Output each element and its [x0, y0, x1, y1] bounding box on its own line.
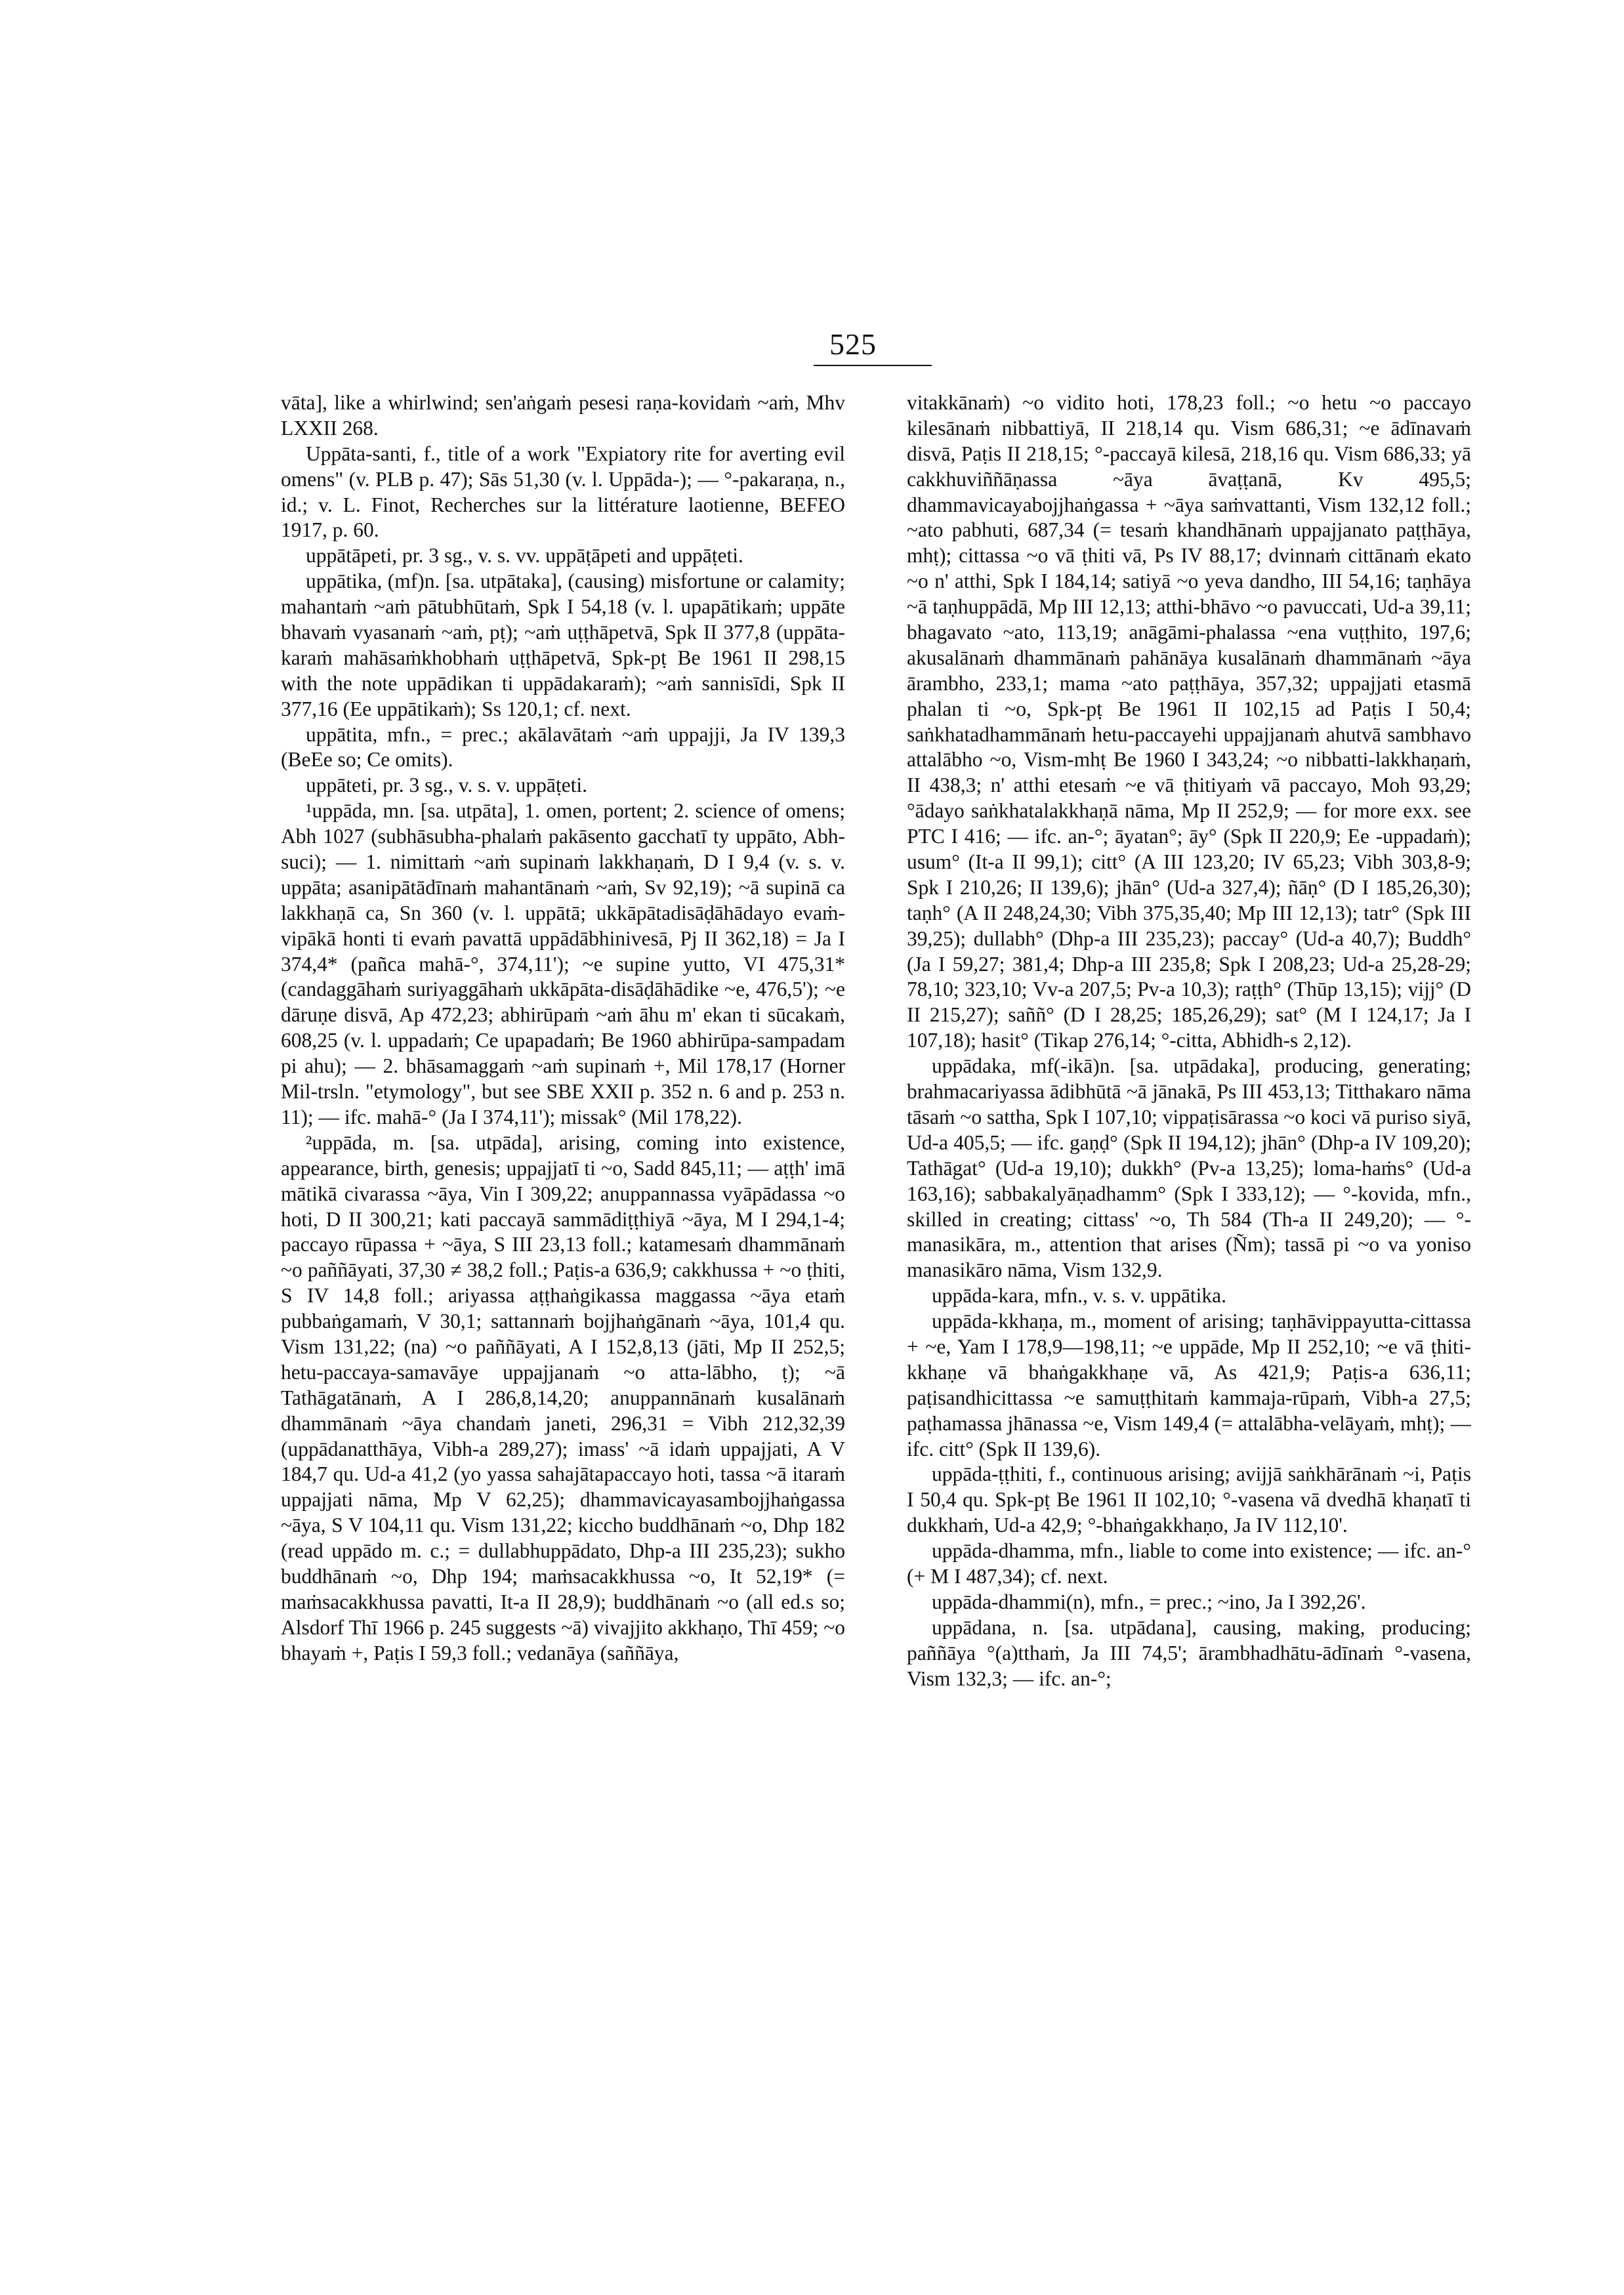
left-column [281, 390, 845, 2260]
dictionary-entry: uppādaka, mf(-ikā)n. [sa. utpādaka], producing, generating; brahmacariyassa ādibhūtā ~ā jānakā, Ps III 453,13; Titthakaro nāma tāsaṁ ~o sattha, Spk I 107,10; vippaṭisārassa ~o koci vā puriso siyā, Ud-a 405,5; — ifc. gaṇḍ° (Spk II 194,12); jhān° (Dhp-a IV 109,20); Tathāgat° (Ud-a 19,10); dukkh° (Pv-a 13,25); loma-haṁs° (Ud-a 163,16); sabbakalyāṇadhamm° (Spk I 333,12); — °-kovida, mfn., skilled in creating; cittass' ~o, Th 584 (Th-a II 249,20); — °-manasikāra, m., attention that arises (Ñm); tassā pi ~o va yoniso manasikāro nāma, Vism 132,9. [907, 1054, 1471, 1282]
entry-continuation: vitakkānaṁ) ~o vidito hoti, 178,23 foll.; ~o hetu ~o paccayo kilesānaṁ nibbattiyā, II 218,14 qu. Vism 686,31; ~e ādīnavaṁ disvā, Paṭis II 218,15; °-paccayā kilesā, 218,16 qu. Vism 686,33; yā cakkhuviññāṇassa ~āya āvaṭṭanā, Kv 495,5; dhammavicayabojjhaṅgassa + ~āya saṁvattanti, Vism 132,12 foll.; ~ato pabhuti, 687,34 (= tesaṁ khandhānaṁ uppajjanato paṭṭhāya, mhṭ); cittassa ~o vā ṭhiti vā, Ps IV 88,17; dvinnaṁ cittānaṁ ekato ~o n' atthi, Spk I 184,14; satiyā ~o yeva dandho, III 54,16; taṇhāya ~ā taṇhuppādā, Mp III 12,13; atthi-bhāvo ~o pavuccati, Ud-a 39,11; bhagavato ~ato, 113,19; anāgāmi-phalassa ~ena vuṭṭhito, 197,6; akusalānaṁ dhammānaṁ pahānāya kusalānaṁ dhammānaṁ ~āya ārambho, 233,1; mama ~ato paṭṭhāya, 357,32; uppajjati etasmā phalan ti ~o, Spk-pṭ Be 1961 II 102,15 ad Paṭis I 50,4; saṅkhatadhammānaṁ hetu-paccayehi uppajjanaṁ ahutvā sambhavo attalābho ~o, Vism-mhṭ Be 1960 I 343,24; ~o nibbatti-lakkhaṇaṁ, II 438,3; n' atthi etesaṁ ~e vā ṭhitiyaṁ vā paccayo, Moh 93,29; °ādayo saṅkhatalakkhaṇā nāma, Mp II 252,9; — for more exx. see PTC I 416; — ifc. an-°; āyatan°; āy° (Spk II 220,9; Ee -uppadaṁ); usum° (It-a II 99,1); citt° (A III 123,20; IV 65,23; Vibh 303,8-9; Spk I 210,26; II 139,6); jhān° (Ud-a 327,4); ñāṇ° (D I 185,26,30); taṇh° (A II 248,24,30; Vibh 375,35,40; Mp III 12,13); tatr° (Spk III 39,25); dullabh° (Dhp-a III 235,23); paccay° (Ud-a 40,7); Buddh° (Ja I 59,27; 381,4; Dhp-a III 235,8; Spk I 208,23; Ud-a 25,28-29; 78,10; 323,10; Vv-a 207,5; Pv-a 10,3); raṭṭh° (Thūp 13,15); vijj° (D II 215,27); saññ° (D I 28,25; 185,26,29); sat° (M I 124,17; Ja I 107,18); hasit° (Tikap 276,14; °-citta, Abhidh-s 2,12). [907, 391, 1471, 1052]
dictionary-entry: ²uppāda, m. [sa. utpāda], arising, coming into existence, appearance, birth, genesis; uppajjatī ti ~o, Sadd 845,11; — aṭṭh' imā mātikā civarassa ~āya, Vin I 309,22; anuppannassa vyāpādassa ~o hoti, D II 300,21; kati paccayā sammādiṭṭhiyā ~āya, M I 294,1-4; paccayo rūpassa + ~āya, S III 23,13 foll.; katamesaṁ dhammānaṁ ~o paññāyati, 37,30 ≠ 38,2 foll.; Paṭis-a 636,9; cakkhussa + ~o ṭhiti, S IV 14,8 foll.; ariyassa aṭṭhaṅgikassa maggassa ~āya etaṁ pubbaṅgamaṁ, V 30,1; sattannaṁ bojjhaṅgānaṁ ~āya, 101,4 qu. Vism 131,22; (na) ~o paññāyati, A I 152,8,13 (jāti, Mp II 252,5; hetu-paccaya-samavāye uppajjanaṁ ~o atta-lābho, ṭ); ~ā Tathāgatānaṁ, A I 286,8,14,20; anuppannānaṁ kusalānaṁ dhammānaṁ ~āya chandaṁ janeti, 296,31 = Vibh 212,32,39 (uppādanatthāya, Vibh-a 289,27); imass' ~ā idaṁ uppajjati, A V 184,7 qu. Ud-a 41,2 (yo yassa sahajātapaccayo hoti, tassa ~ā itaraṁ uppajjati nāma, Mp V 62,25); dhammavicayasambojjhaṅgassa ~āya, S V 104,11 qu. Vism 131,22; kiccho buddhānaṁ ~o, Dhp 182 (read uppādo m. c.; = dullabhuppādato, Dhp-a III 235,23); sukho buddhānaṁ ~o, Dhp 194; maṁsacakkhussa ~o, It 52,19* (= maṁsacakkhussa pavatti, It-a II 28,9); buddhānaṁ ~o (all ed.s so; Alsdorf Thī 1966 p. 245 suggests ~ā) vivajjito akkhaṇo, Thī 459; ~o bhayaṁ +, Paṭis I 59,3 foll.; vedanāya (saññāya, [281, 1130, 845, 1664]
dictionary-entry: uppāteti, pr. 3 sg., v. s. v. uppāṭeti. [306, 774, 587, 797]
dictionary-entry: uppāda-kara, mfn., v. s. v. uppātika. [932, 1284, 1227, 1308]
page-number: 525 [829, 327, 877, 361]
dictionary-entry: uppāda-dhammi(n), mfn., = prec.; ~ino, Ja I 392,26'. [932, 1590, 1366, 1613]
dictionary-entry: uppāda-ṭṭhiti, f., continuous arising; avijjā saṅkhārānaṁ ~i, Paṭis I 50,4 qu. Spk-pṭ Be 1961 II 102,10; °-vasena vā dvedhā khaṇatī ti dukkhaṁ, Ud-a 42,9; °-bhaṅgakkhaṇo, Ja IV 112,10'. [907, 1462, 1471, 1537]
dictionary-entry: ¹uppāda, mn. [sa. utpāta], 1. omen, portent; 2. science of omens; Abh 1027 (subhāsubha-phalaṁ pakāsento gacchatī ty uppāto, Abh-suci); — 1. nimittaṁ ~aṁ supinaṁ lakkhaṇaṁ, D I 9,4 (v. s. v. uppāta; asanipātādīnaṁ mahantānaṁ ~aṁ, Sv 92,19); ~ā supinā ca lakkhaṇā ca, Sn 360 (v. l. uppātā; ukkāpātadisāḍāhādayo evaṁ-vipākā honti ti evaṁ pavattā uppādābhinivesā, Pj II 362,18) = Ja I 374,4* (pañca mahā-°, 374,11'); ~e supine yutto, VI 475,31* (candaggāhaṁ suriyaggāhaṁ ukkāpāta-disāḍāhādike ~e, 476,5'); ~e dāruṇe disvā, Ap 472,23; abhirūpaṁ ~aṁ āhu m' ekan ti sūcakaṁ, 608,25 (v. l. uppadaṁ; Ce upapadaṁ; Be 1960 abhirūpa-sampadam pi ahu); — 2. bhāsamaggaṁ ~aṁ supinaṁ +, Mil 178,17 (Horner Mil-trsln. "etymology", but see SBE XXII p. 352 n. 6 and p. 253 n. 11); — ifc. mahā-° (Ja I 374,11'); missak° (Mil 178,22). [281, 799, 845, 1128]
entry-continuation: vāta], like a whirlwind; sen'aṅgaṁ pesesi raṇa-kovidaṁ ~aṁ, Mhv LXXII 268. [281, 391, 845, 440]
right-column [907, 390, 1471, 2260]
page-number-rule [814, 365, 932, 366]
dictionary-entry: uppāda-kkhaṇa, m., moment of arising; taṇhāvippayutta-cittassa + ~e, Yam I 178,9—198,11; ~e uppāde, Mp II 252,10; ~e vā ṭhiti-kkhaṇe vā bhaṅgakkhaṇe vā, As 421,9; Paṭis-a 636,11; paṭisandhicittassa ~e samuṭṭhitaṁ kammaja-rūpaṁ, Vibh-a 27,5; paṭhamassa jhānassa ~e, Vism 149,4 (= attalābha-velāyaṁ, mhṭ); — ifc. citt° (Spk II 139,6). [907, 1310, 1471, 1460]
dictionary-entry: uppātāpeti, pr. 3 sg., v. s. vv. uppāṭāpeti and uppāṭeti. [306, 544, 743, 568]
dictionary-entry: uppāda-dhamma, mfn., liable to come into existence; — ifc. an-° (+ M I 487,34); cf. next. [907, 1539, 1471, 1588]
dictionary-entry: uppādana, n. [sa. utpādana], causing, making, producing; paññāya °(a)tthaṁ, Ja III 74,5'; ārambhadhātu-ādīnaṁ °-vasena, Vism 132,3; — ifc. an-°; [907, 1615, 1471, 1690]
dictionary-entry: uppātika, (mf)n. [sa. utpātaka], (causing) misfortune or calamity; mahantaṁ ~aṁ pātubhūtaṁ, Spk I 54,18 (v. l. upapātikaṁ; uppāte bhavaṁ vyasanaṁ ~aṁ, pṭ); ~aṁ uṭṭhāpetvā, Spk II 377,8 (uppāta-karaṁ mahāsaṁkhobhaṁ uṭṭhāpetvā, Spk-pṭ Be 1961 II 298,15 with the note uppādikan ti uppādakaraṁ); ~aṁ sannisīdi, Spk II 377,16 (Ee uppātikaṁ); Ss 120,1; cf. next. [281, 569, 845, 720]
dictionary-entry: uppātita, mfn., = prec.; akālavātaṁ ~aṁ uppajji, Ja IV 139,3 (BeEe so; Ce omits). [281, 722, 845, 772]
dictionary-entry: Uppāta-santi, f., title of a work "Expiatory rite for averting evil omens" (v. PLB p. 47); Sās 51,30 (v. l. Uppāda-); — °-pakaraṇa, n., id.; v. L. Finot, Recherches sur la littérature laotienne, BEFEO 1917, p. 60. [281, 442, 845, 542]
